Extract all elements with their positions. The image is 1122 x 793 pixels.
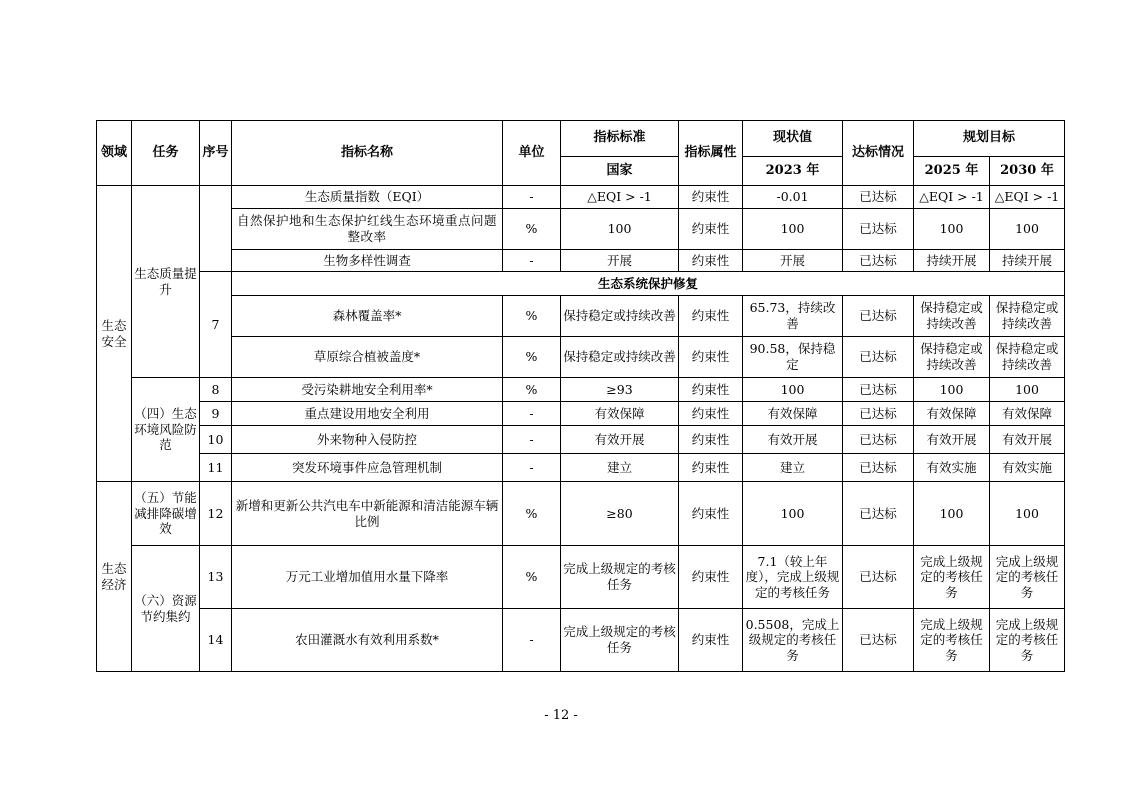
indicator-name: 突发环境事件应急管理机制 bbox=[232, 454, 503, 482]
target-2025-cell: 有效实施 bbox=[914, 454, 990, 482]
table-row bbox=[97, 296, 1065, 337]
compliance-cell: 已达标 bbox=[843, 482, 914, 546]
standard-cell: 完成上级规定的考核任务 bbox=[561, 546, 679, 609]
indicator-name: 自然保护地和生态保护红线生态环境重点问题整改率 bbox=[232, 209, 503, 250]
indicator-name: 受污染耕地安全利用率* bbox=[232, 378, 503, 402]
compliance-cell: 已达标 bbox=[843, 546, 914, 609]
attr-cell: 约束性 bbox=[679, 426, 743, 454]
target-2030-cell: 有效实施 bbox=[990, 454, 1065, 482]
standard-cell: 保持稳定或持续改善 bbox=[561, 296, 679, 337]
status-cell: 0.5508，完成上级规定的考核任务 bbox=[743, 609, 843, 672]
standard-cell: ≥80 bbox=[561, 482, 679, 546]
status-cell: -0.01 bbox=[743, 186, 843, 209]
unit-cell: % bbox=[503, 482, 561, 546]
attr-cell: 约束性 bbox=[679, 337, 743, 378]
header-attr: 指标属性 bbox=[679, 121, 743, 186]
task-cell: （六）资源节约集约 bbox=[132, 546, 200, 672]
table-row bbox=[97, 426, 1065, 454]
table-row bbox=[97, 402, 1065, 426]
task-cell: （四）生态环境风险防范 bbox=[132, 378, 200, 482]
table-row bbox=[97, 250, 1065, 272]
attr-cell: 约束性 bbox=[679, 482, 743, 546]
table-row bbox=[97, 454, 1065, 482]
attr-cell: 约束性 bbox=[679, 209, 743, 250]
header-status-value: 现状值 bbox=[743, 121, 843, 157]
indicator-name: 新增和更新公共汽电车中新能源和清洁能源车辆比例 bbox=[232, 482, 503, 546]
attr-cell: 约束性 bbox=[679, 250, 743, 272]
page-number: - 12 - bbox=[544, 708, 578, 723]
header-year-2025: 2025 年 bbox=[914, 157, 990, 186]
attr-cell: 约束性 bbox=[679, 454, 743, 482]
section-title: 生态系统保护修复 bbox=[232, 272, 1065, 296]
attr-cell: 约束性 bbox=[679, 402, 743, 426]
section-row bbox=[97, 272, 1065, 296]
header-standard: 指标标准 bbox=[561, 121, 679, 157]
header-domain: 领域 bbox=[97, 121, 132, 186]
target-2025-cell: 完成上级规定的考核任务 bbox=[914, 609, 990, 672]
indicator-name: 生物多样性调查 bbox=[232, 250, 503, 272]
seq-cell: 13 bbox=[200, 546, 232, 609]
header-target: 规划目标 bbox=[914, 121, 1065, 157]
unit-cell: - bbox=[503, 426, 561, 454]
task-cell: （五）节能减排降碳增效 bbox=[132, 482, 200, 546]
unit-cell: - bbox=[503, 402, 561, 426]
target-2030-cell: 持续开展 bbox=[990, 250, 1065, 272]
header-status-year: 2023 年 bbox=[743, 157, 843, 186]
target-2030-cell: 保持稳定或持续改善 bbox=[990, 296, 1065, 337]
target-2025-cell: 保持稳定或持续改善 bbox=[914, 296, 990, 337]
seq-cell: 12 bbox=[200, 482, 232, 546]
unit-cell: % bbox=[503, 546, 561, 609]
unit-cell: - bbox=[503, 609, 561, 672]
attr-cell: 约束性 bbox=[679, 546, 743, 609]
attr-cell: 约束性 bbox=[679, 186, 743, 209]
standard-cell: △EQI > -1 bbox=[561, 186, 679, 209]
unit-cell: - bbox=[503, 454, 561, 482]
target-2025-cell: 100 bbox=[914, 209, 990, 250]
target-2030-cell: 有效开展 bbox=[990, 426, 1065, 454]
indicator-name: 农田灌溉水有效利用系数* bbox=[232, 609, 503, 672]
unit-cell: % bbox=[503, 209, 561, 250]
unit-cell: - bbox=[503, 186, 561, 209]
standard-cell: 保持稳定或持续改善 bbox=[561, 337, 679, 378]
domain-cell: 生态经济 bbox=[97, 482, 132, 672]
compliance-cell: 已达标 bbox=[843, 609, 914, 672]
status-cell: 100 bbox=[743, 209, 843, 250]
header-compliance: 达标情况 bbox=[843, 121, 914, 186]
status-cell: 100 bbox=[743, 378, 843, 402]
seq-cell: 11 bbox=[200, 454, 232, 482]
compliance-cell: 已达标 bbox=[843, 402, 914, 426]
domain-cell: 生态安全 bbox=[97, 186, 132, 482]
unit-cell: % bbox=[503, 378, 561, 402]
indicator-name: 生态质量指数（EQI） bbox=[232, 186, 503, 209]
compliance-cell: 已达标 bbox=[843, 337, 914, 378]
compliance-cell: 已达标 bbox=[843, 296, 914, 337]
target-2030-cell: 100 bbox=[990, 378, 1065, 402]
status-cell: 65.73，持续改善 bbox=[743, 296, 843, 337]
target-2025-cell: 有效开展 bbox=[914, 426, 990, 454]
table-row bbox=[97, 482, 1065, 546]
seq-cell: 7 bbox=[200, 272, 232, 378]
target-2025-cell: 100 bbox=[914, 482, 990, 546]
task-cell: 生态质量提升 bbox=[132, 186, 200, 378]
table-row bbox=[97, 186, 1065, 209]
header-year-2030: 2030 年 bbox=[990, 157, 1065, 186]
seq-cell bbox=[200, 186, 232, 272]
compliance-cell: 已达标 bbox=[843, 209, 914, 250]
seq-cell: 9 bbox=[200, 402, 232, 426]
indicator-name: 草原综合植被盖度* bbox=[232, 337, 503, 378]
unit-cell: % bbox=[503, 296, 561, 337]
standard-cell: 建立 bbox=[561, 454, 679, 482]
target-2030-cell: 100 bbox=[990, 209, 1065, 250]
compliance-cell: 已达标 bbox=[843, 250, 914, 272]
target-2025-cell: 完成上级规定的考核任务 bbox=[914, 546, 990, 609]
status-cell: 7.1（较上年度），完成上级规定的考核任务 bbox=[743, 546, 843, 609]
header-task: 任务 bbox=[132, 121, 200, 186]
seq-cell: 8 bbox=[200, 378, 232, 402]
target-2030-cell: 完成上级规定的考核任务 bbox=[990, 609, 1065, 672]
standard-cell: 100 bbox=[561, 209, 679, 250]
compliance-cell: 已达标 bbox=[843, 426, 914, 454]
standard-cell: 完成上级规定的考核任务 bbox=[561, 609, 679, 672]
attr-cell: 约束性 bbox=[679, 609, 743, 672]
standard-cell: ≥93 bbox=[561, 378, 679, 402]
seq-cell: 10 bbox=[200, 426, 232, 454]
target-2025-cell: 保持稳定或持续改善 bbox=[914, 337, 990, 378]
table-row bbox=[97, 337, 1065, 378]
table-row bbox=[97, 209, 1065, 250]
indicator-name: 外来物种入侵防控 bbox=[232, 426, 503, 454]
attr-cell: 约束性 bbox=[679, 296, 743, 337]
status-cell: 开展 bbox=[743, 250, 843, 272]
target-2030-cell: △EQI > -1 bbox=[990, 186, 1065, 209]
attr-cell: 约束性 bbox=[679, 378, 743, 402]
unit-cell: - bbox=[503, 250, 561, 272]
header-unit: 单位 bbox=[503, 121, 561, 186]
compliance-cell: 已达标 bbox=[843, 378, 914, 402]
indicator-table bbox=[96, 120, 1065, 672]
target-2025-cell: 有效保障 bbox=[914, 402, 990, 426]
status-cell: 100 bbox=[743, 482, 843, 546]
header-national: 国家 bbox=[561, 157, 679, 186]
header-seq: 序号 bbox=[200, 121, 232, 186]
table-row bbox=[97, 546, 1065, 609]
standard-cell: 有效开展 bbox=[561, 426, 679, 454]
unit-cell: % bbox=[503, 337, 561, 378]
table-row bbox=[97, 378, 1065, 402]
target-2030-cell: 保持稳定或持续改善 bbox=[990, 337, 1065, 378]
target-2025-cell: △EQI > -1 bbox=[914, 186, 990, 209]
target-2025-cell: 100 bbox=[914, 378, 990, 402]
target-2030-cell: 100 bbox=[990, 482, 1065, 546]
status-cell: 有效开展 bbox=[743, 426, 843, 454]
header-name: 指标名称 bbox=[232, 121, 503, 186]
indicator-name: 万元工业增加值用水量下降率 bbox=[232, 546, 503, 609]
status-cell: 有效保障 bbox=[743, 402, 843, 426]
compliance-cell: 已达标 bbox=[843, 454, 914, 482]
compliance-cell: 已达标 bbox=[843, 186, 914, 209]
target-2030-cell: 有效保障 bbox=[990, 402, 1065, 426]
table-row bbox=[97, 609, 1065, 672]
target-2030-cell: 完成上级规定的考核任务 bbox=[990, 546, 1065, 609]
indicator-name: 森林覆盖率* bbox=[232, 296, 503, 337]
standard-cell: 有效保障 bbox=[561, 402, 679, 426]
target-2025-cell: 持续开展 bbox=[914, 250, 990, 272]
status-cell: 90.58，保持稳定 bbox=[743, 337, 843, 378]
seq-cell: 14 bbox=[200, 609, 232, 672]
standard-cell: 开展 bbox=[561, 250, 679, 272]
status-cell: 建立 bbox=[743, 454, 843, 482]
indicator-name: 重点建设用地安全利用 bbox=[232, 402, 503, 426]
